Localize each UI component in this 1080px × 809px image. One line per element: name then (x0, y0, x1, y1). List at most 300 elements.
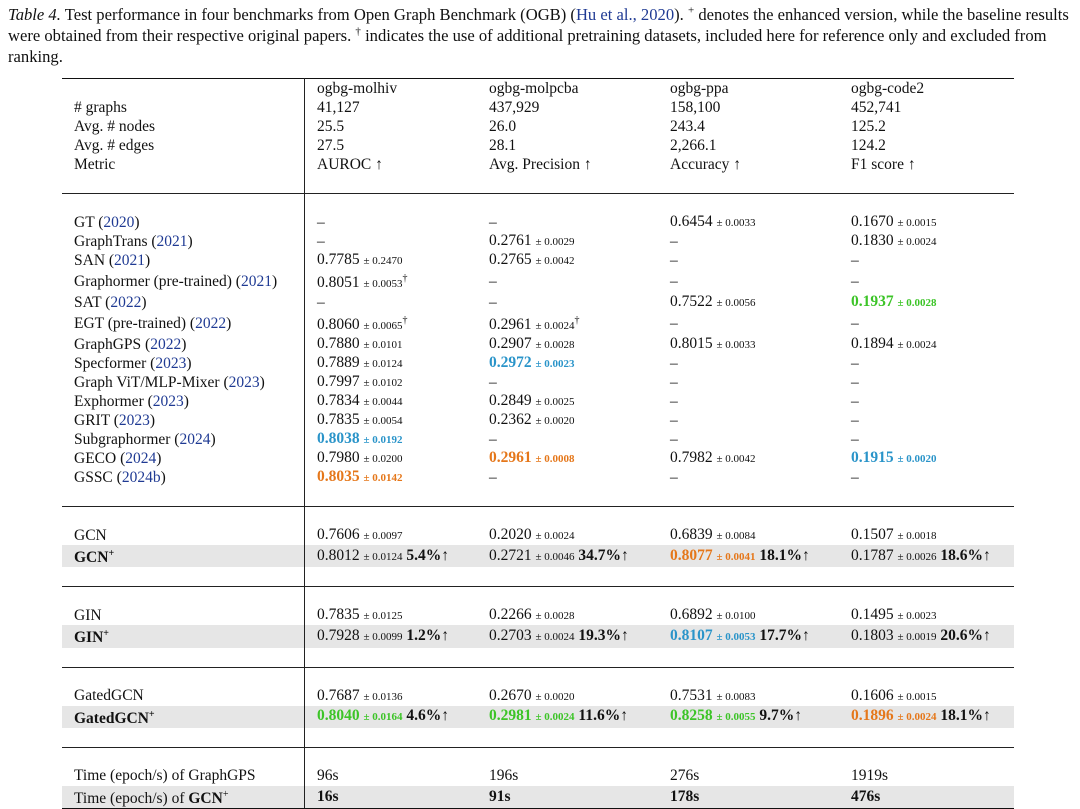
separator-cell (839, 587, 1014, 607)
value-cell (839, 270, 1014, 293)
value-cell (477, 213, 658, 232)
dataset-header-row (62, 79, 1014, 99)
score-value: 0.7928 (317, 627, 360, 645)
separator-cell (658, 667, 839, 687)
citation-year: 2023 (118, 411, 150, 429)
score-value: – (851, 392, 859, 410)
timing-row (62, 786, 1014, 809)
separator-cell (305, 667, 478, 687)
stat-value: 26.0 (489, 117, 517, 135)
score-std: ± 0.0044 (363, 396, 403, 409)
baseline-row (62, 213, 1014, 232)
score-value: 0.7889 (317, 354, 360, 372)
value-cell (839, 468, 1014, 487)
row-separator (62, 194, 1014, 214)
score-std: ± 0.0083 (716, 690, 756, 703)
method-name: GraphGPS (2022) (62, 335, 305, 354)
row-separator (62, 648, 1014, 668)
value-cell (839, 373, 1014, 392)
score-value: 0.1495 (851, 606, 894, 624)
plus-mark: + (148, 708, 155, 720)
enhanced-model-row (62, 545, 1014, 567)
score-std: ± 0.0192 (363, 434, 403, 447)
separator-cell (839, 667, 1014, 687)
method-name: Graphormer (pre-trained) (2021) (62, 270, 305, 293)
caption-text: indicates the use of additional pretraining datasets, included here for reference only and excluded from ranking. (8, 26, 1047, 66)
improvement-value: 5.4%↑ (406, 546, 450, 564)
value-cell (305, 526, 478, 545)
baseline-row (62, 293, 1014, 312)
method-name: GT (2020) (62, 213, 305, 232)
value-cell (477, 625, 658, 647)
method-name: Exphormer (2023) (62, 392, 305, 411)
score-value: – (670, 232, 678, 250)
score-value: 0.1507 (851, 526, 894, 544)
score-value: 0.8077 (670, 546, 713, 564)
score-value: 0.7606 (317, 526, 360, 544)
separator-cell (839, 174, 1014, 194)
value-cell (839, 526, 1014, 545)
baseline-row (62, 251, 1014, 270)
separator-cell (658, 747, 839, 767)
value-cell (477, 335, 658, 354)
score-value: 0.2972 (489, 354, 532, 372)
stat-value: 2,266.1 (670, 136, 717, 154)
separator-cell (62, 587, 305, 607)
score-value: 0.8038 (317, 430, 360, 448)
stat-label: Avg. # nodes (62, 117, 305, 136)
method-label: GatedGCN (74, 709, 149, 727)
stat-value: Avg. Precision ↑ (489, 155, 592, 173)
score-value: 0.8012 (317, 546, 360, 564)
score-value: 0.6839 (670, 526, 713, 544)
improvement-value: 34.7%↑ (578, 546, 629, 564)
score-value: 0.7522 (670, 293, 713, 311)
stat-value: Accuracy ↑ (670, 155, 741, 173)
score-value: – (670, 251, 678, 269)
method-label: GCN (74, 549, 109, 567)
value-cell (658, 411, 839, 430)
score-std: ± 0.0020 (897, 453, 937, 466)
value-cell (305, 392, 478, 411)
score-std: ± 0.0026 (897, 550, 937, 563)
score-value: 0.7980 (317, 449, 360, 467)
separator-cell (658, 587, 839, 607)
value-cell (477, 606, 658, 625)
separator-cell (839, 487, 1014, 507)
stat-row (62, 155, 1014, 174)
dagger-mark: † (402, 273, 408, 284)
value-cell (658, 354, 839, 373)
score-value: 0.8258 (670, 707, 713, 725)
value-cell (839, 706, 1014, 728)
score-value: 0.7982 (670, 449, 713, 467)
score-value: 0.8035 (317, 468, 360, 486)
score-std: ± 0.0056 (716, 297, 756, 310)
score-std: ± 0.0142 (363, 472, 403, 485)
score-std: ± 0.0024 (897, 339, 937, 352)
value-cell (658, 392, 839, 411)
method-name: SAT (2022) (62, 293, 305, 312)
score-std: ± 0.0020 (535, 690, 575, 703)
baseline-row (62, 354, 1014, 373)
stat-row (62, 136, 1014, 155)
timing-value: 1919s (851, 767, 889, 785)
separator-cell (62, 667, 305, 687)
separator-cell (839, 747, 1014, 767)
score-value: 0.1937 (851, 293, 894, 311)
value-cell (477, 449, 658, 468)
score-std: ± 0.0041 (716, 550, 756, 563)
row-separator (62, 174, 1014, 194)
value-cell (658, 687, 839, 706)
separator-cell (658, 507, 839, 527)
separator-cell (658, 567, 839, 587)
improvement-value: 9.7%↑ (759, 707, 803, 725)
separator-cell (477, 667, 658, 687)
separator-cell (477, 567, 658, 587)
score-std: ± 0.0055 (716, 711, 756, 724)
score-value: – (851, 411, 859, 429)
citation-year: 2023 (155, 354, 187, 372)
citation-year: 2023 (152, 392, 184, 410)
score-value: – (489, 430, 497, 448)
value-cell (305, 706, 478, 728)
table-caption (8, 4, 1072, 67)
score-value: 0.2362 (489, 411, 532, 429)
value-cell (305, 373, 478, 392)
score-std: ± 0.0065 (363, 320, 403, 333)
baseline-row (62, 392, 1014, 411)
value-cell (658, 545, 839, 567)
value-cell (658, 213, 839, 232)
value-cell (658, 625, 839, 647)
value-cell (658, 312, 839, 335)
separator-cell (305, 174, 478, 194)
value-cell (477, 270, 658, 293)
score-value: 0.8051 (317, 274, 360, 292)
stat-label: Metric (62, 155, 305, 174)
timing-value: 196s (489, 767, 519, 785)
separator-cell (477, 587, 658, 607)
dagger-mark: † (574, 315, 580, 327)
separator-cell (839, 567, 1014, 587)
score-value: – (851, 314, 859, 332)
score-value: 0.2907 (489, 335, 532, 353)
score-value: 0.2761 (489, 232, 532, 249)
score-std: ± 0.0020 (535, 415, 575, 428)
row-separator (62, 747, 1014, 767)
score-value: – (851, 430, 859, 448)
score-value: 0.1670 (851, 213, 894, 230)
row-separator (62, 487, 1014, 507)
base-model-row (62, 687, 1014, 706)
separator-cell (658, 487, 839, 507)
score-value: – (670, 354, 678, 372)
score-value: – (851, 272, 859, 290)
score-value: 0.1896 (851, 707, 894, 725)
separator-cell (62, 507, 305, 527)
separator-cell (839, 194, 1014, 214)
stat-value: AUROC ↑ (317, 155, 383, 173)
value-cell (839, 430, 1014, 449)
separator-cell (839, 728, 1014, 748)
score-std: ± 0.0084 (716, 530, 756, 543)
value-cell (839, 545, 1014, 567)
citation-year: 2022 (150, 335, 182, 353)
value-cell (658, 706, 839, 728)
score-std: ± 0.2470 (363, 255, 403, 267)
timing-value: 16s (305, 786, 478, 809)
baseline-row (62, 449, 1014, 468)
value-cell (477, 430, 658, 449)
score-value: 0.1894 (851, 335, 894, 353)
value-cell (477, 392, 658, 411)
caption-text: Test performance in four benchmarks from Open Graph Benchmark (OGB) ( (60, 5, 576, 24)
stat-label: Avg. # edges (62, 136, 305, 155)
score-std: ± 0.0053 (716, 631, 756, 644)
score-value: – (670, 392, 678, 410)
row-separator (62, 567, 1014, 587)
value-cell (839, 354, 1014, 373)
plus-mark: + (222, 788, 229, 800)
score-value: 0.2670 (489, 686, 532, 704)
dataset-name: ogbg-ppa (658, 79, 839, 99)
score-std: ± 0.0124 (363, 550, 403, 563)
baseline-row (62, 430, 1014, 449)
separator-cell (305, 194, 478, 214)
results-table-body (62, 79, 1014, 809)
timing-value: 276s (670, 767, 700, 785)
score-value: 0.1830 (851, 232, 894, 249)
improvement-value: 11.6%↑ (578, 707, 628, 725)
dagger-mark: † (355, 25, 361, 38)
separator-cell (477, 728, 658, 748)
score-value: 0.2721 (489, 546, 532, 564)
separator-cell (839, 648, 1014, 668)
separator-cell (658, 174, 839, 194)
score-std: ± 0.0023 (897, 610, 937, 623)
separator-cell (477, 648, 658, 668)
score-value: – (670, 373, 678, 391)
baseline-row (62, 232, 1014, 251)
value-cell (658, 293, 839, 312)
score-value: 0.2266 (489, 606, 532, 624)
score-value: 0.2703 (489, 627, 532, 645)
score-std: ± 0.0097 (363, 530, 403, 543)
value-cell (305, 411, 478, 430)
timing-value: 476s (839, 786, 1014, 809)
score-value: 0.2849 (489, 392, 532, 410)
value-cell (839, 392, 1014, 411)
separator-cell (658, 728, 839, 748)
value-cell (305, 335, 478, 354)
improvement-value: 19.3%↑ (578, 627, 629, 645)
timing-value: 178s (658, 786, 839, 809)
value-cell (658, 468, 839, 487)
score-value: – (489, 213, 497, 231)
method-name: GRIT (2023) (62, 411, 305, 430)
value-cell (839, 293, 1014, 312)
value-cell (305, 606, 478, 625)
value-cell (839, 625, 1014, 647)
score-value: 0.2961 (489, 316, 532, 334)
score-value: – (489, 468, 497, 486)
method-name: GIN (62, 606, 305, 625)
method-name: Graph ViT/MLP-Mixer (2023) (62, 373, 305, 392)
score-value: – (670, 430, 678, 448)
score-value: 0.1915 (851, 449, 894, 467)
separator-cell (62, 487, 305, 507)
score-std: ± 0.0100 (716, 610, 756, 623)
method-name: Specformer (2023) (62, 354, 305, 373)
value-cell (477, 687, 658, 706)
score-std: ± 0.0018 (897, 530, 937, 543)
score-std: ± 0.0028 (535, 339, 575, 352)
score-value: – (317, 213, 325, 231)
separator-cell (305, 728, 478, 748)
timing-value: 96s (317, 767, 339, 785)
separator-cell (305, 587, 478, 607)
score-std: ± 0.0136 (363, 690, 403, 703)
score-std: ± 0.0124 (363, 358, 403, 371)
method-name: GraphTrans (2021) (62, 232, 305, 251)
score-std: ± 0.0028 (535, 610, 575, 623)
improvement-value: 1.2%↑ (406, 627, 450, 645)
separator-cell (305, 567, 478, 587)
timing-value: 91s (477, 786, 658, 809)
score-value: – (317, 232, 325, 250)
plus-mark: + (108, 548, 115, 560)
improvement-value: 20.6%↑ (940, 627, 991, 645)
value-cell (658, 232, 839, 251)
separator-cell (477, 174, 658, 194)
separator-cell (62, 747, 305, 767)
method-name: GSSC (2024b) (62, 468, 305, 487)
stat-value: 124.2 (851, 136, 886, 154)
citation-year: 2023 (228, 373, 260, 391)
value-cell (477, 293, 658, 312)
stat-value: 27.5 (317, 136, 345, 154)
separator-cell (477, 747, 658, 767)
score-std: ± 0.0046 (535, 550, 575, 563)
baseline-row (62, 468, 1014, 487)
header-label-cell (62, 79, 305, 99)
row-separator (62, 728, 1014, 748)
baseline-row (62, 411, 1014, 430)
stat-label: # graphs (62, 98, 305, 117)
separator-cell (62, 728, 305, 748)
separator-cell (62, 648, 305, 668)
value-cell (477, 251, 658, 270)
score-std: ± 0.0164 (363, 711, 403, 724)
separator-cell (477, 487, 658, 507)
score-value: – (489, 272, 497, 290)
timing-label: Time (epoch/s) of GCN+ (62, 786, 305, 809)
score-std: ± 0.0099 (363, 631, 403, 644)
score-value: 0.8040 (317, 707, 360, 725)
citation-year: 2021 (156, 232, 188, 250)
score-std: ± 0.0015 (897, 690, 937, 703)
score-value: 0.6892 (670, 606, 713, 624)
score-std: ± 0.0024 (897, 711, 937, 724)
value-cell (477, 545, 658, 567)
stat-value: F1 score ↑ (851, 155, 916, 173)
citation-year: 2024 (125, 449, 157, 467)
method-label: GIN (74, 629, 104, 647)
stat-value: 452,741 (851, 98, 902, 116)
caption-text: denotes the enhanced version, while the baseline results were obtained from their respective original papers. (8, 5, 1069, 45)
score-value: – (670, 468, 678, 486)
value-cell (477, 354, 658, 373)
score-std: ± 0.0053 (363, 278, 403, 291)
value-cell (658, 270, 839, 293)
score-std: ± 0.0028 (897, 297, 937, 310)
plus-mark: + (687, 4, 695, 17)
score-std: ± 0.0024 (535, 631, 575, 644)
value-cell (305, 213, 478, 232)
base-model-row (62, 526, 1014, 545)
value-cell (477, 526, 658, 545)
score-value: – (851, 354, 859, 372)
score-std: ± 0.0101 (363, 339, 403, 352)
table-label: Table 4. (8, 5, 61, 24)
value-cell (658, 373, 839, 392)
value-cell (305, 468, 478, 487)
score-std: ± 0.0023 (535, 358, 575, 371)
value-cell (477, 232, 658, 251)
citation-link[interactable]: Hu et al., 2020 (575, 5, 675, 24)
score-std: ± 0.0042 (535, 255, 575, 267)
value-cell (305, 687, 478, 706)
method-name: EGT (pre-trained) (2022) (62, 312, 305, 335)
score-value: 0.2961 (489, 449, 532, 467)
value-cell (305, 312, 478, 335)
value-cell (305, 270, 478, 293)
dagger-mark: † (402, 315, 408, 327)
enhanced-model-row (62, 706, 1014, 728)
timing-label: Time (epoch/s) of GraphGPS (62, 767, 305, 786)
baseline-row (62, 270, 1014, 293)
value-cell (305, 251, 478, 270)
score-value: 0.7835 (317, 411, 360, 429)
score-value: 0.2020 (489, 526, 532, 544)
value-cell (477, 411, 658, 430)
score-std: ± 0.0015 (897, 217, 937, 229)
plus-mark: + (103, 628, 109, 640)
row-separator (62, 587, 1014, 607)
row-separator (62, 667, 1014, 687)
stat-value: 25.5 (317, 117, 345, 135)
score-std: ± 0.0025 (535, 396, 575, 409)
value-cell (658, 606, 839, 625)
improvement-value: 18.1%↑ (940, 707, 991, 725)
baseline-row (62, 373, 1014, 392)
value-cell (839, 213, 1014, 232)
baseline-row (62, 335, 1014, 354)
method-name (62, 706, 305, 728)
separator-cell (305, 747, 478, 767)
separator-cell (62, 194, 305, 214)
score-value: 0.7834 (317, 392, 360, 410)
stat-value: 437,929 (489, 98, 540, 116)
score-std: ± 0.0200 (363, 453, 403, 466)
value-cell (305, 449, 478, 468)
enhanced-model-row (62, 625, 1014, 647)
method-name: Subgraphormer (2024) (62, 430, 305, 449)
value-cell (839, 411, 1014, 430)
method-name: GECO (2024) (62, 449, 305, 468)
